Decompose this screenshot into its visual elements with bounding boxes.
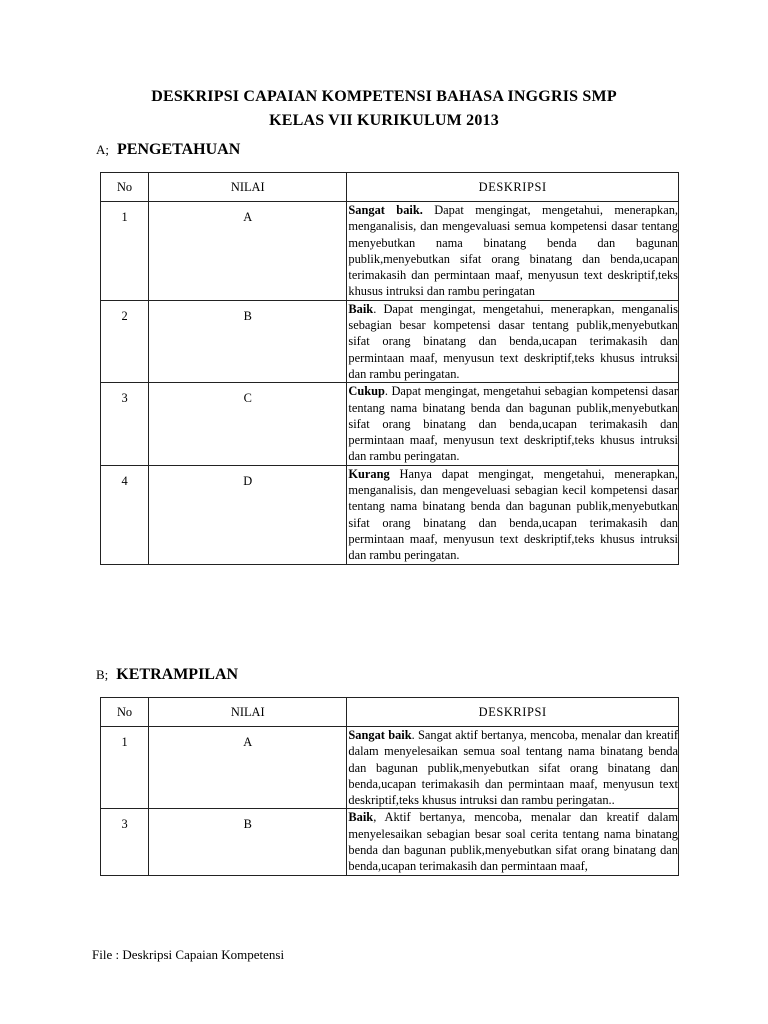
cell-no bbox=[101, 383, 149, 465]
table-row bbox=[101, 383, 679, 465]
cell-deskripsi bbox=[347, 383, 679, 465]
cell-deskripsi bbox=[347, 202, 679, 301]
grade-value: C bbox=[243, 391, 252, 406]
cell-no bbox=[101, 809, 149, 875]
cell-nilai bbox=[149, 809, 347, 875]
table-ketrampilan-viewport bbox=[98, 697, 682, 933]
table-row bbox=[101, 202, 679, 301]
section-letter: A; bbox=[96, 142, 109, 157]
description-body: Dapat mengingat, mengetahui, menerapkan, menganalisis, dan mengevaluasi semua kompetensi dasar tentang menyebutkan nama binatang benda dan bagunan publik,menyebutkan sifat orang binatang dan benda,ucapan terimakasih dan permintaan maaf, menyusun text deskriptif,teks khusus intruksi dan rambu peringatan bbox=[348, 203, 678, 299]
cell-nilai bbox=[149, 465, 347, 564]
header-no: No bbox=[101, 698, 149, 727]
row-number: 1 bbox=[121, 210, 128, 224]
grade-value: A bbox=[243, 735, 253, 749]
cell-no bbox=[101, 300, 149, 382]
row-number: 3 bbox=[121, 817, 128, 832]
table-pengetahuan bbox=[100, 172, 679, 565]
description-text bbox=[347, 383, 678, 464]
grade-value: B bbox=[243, 817, 252, 832]
cell-nilai bbox=[149, 727, 347, 809]
section-heading-pengetahuan bbox=[96, 141, 240, 159]
section-letter: B; bbox=[96, 667, 109, 682]
description-text bbox=[347, 301, 678, 382]
cell-deskripsi bbox=[347, 465, 679, 564]
cell-no bbox=[101, 202, 149, 301]
table-ketrampilan bbox=[100, 697, 679, 876]
header-nilai: NILAI bbox=[149, 173, 347, 202]
cell-nilai bbox=[149, 383, 347, 465]
description-lead: Baik bbox=[348, 810, 374, 825]
description-lead: Sangat baik. bbox=[348, 203, 423, 217]
row-number: 4 bbox=[121, 473, 128, 488]
description-body: . Dapat mengingat, mengetahui, menerapkan, menganalis sebagian besar kompetensi dasar tentang publik,menyebutkan sifat orang binatang dan benda,ucapan terimakasih dan permintaan maaf, menyusun text deskriptif,teks khusus intruksi dan rambu peringatan. bbox=[348, 301, 678, 381]
table-header-row bbox=[101, 698, 679, 727]
table-row bbox=[101, 300, 679, 382]
table-row bbox=[101, 809, 679, 875]
header-deskripsi: DESKRIPSI bbox=[347, 698, 679, 727]
document-title-line-2: KELAS VII KURIKULUM 2013 bbox=[269, 112, 499, 129]
description-body: . Dapat mengingat, mengetahui sebagian kompetensi dasar tentang nama binatang benda dan bagunan publik,menyebutkan sifat orang binatang dan benda,ucapan terimakasih dan permintaan maaf, menyusun text deskriptif,teks khusus intruksi dan rambu peringatan. bbox=[348, 384, 678, 464]
description-text bbox=[347, 809, 678, 874]
row-number: 1 bbox=[121, 735, 128, 749]
description-body: Hanya dapat mengingat, mengetahui, menerapkan, menganalisis, dan mengeveluasi sebagian kecil kompetensi dasar tentang nama binatang benda dan bagunan publik,menyebutkan sifat orang binatang dan benda,ucapan terimakasih dan permintaan maaf, menyusun text deskriptif,teks khusus intruksi dan rambu peringatan. bbox=[348, 466, 678, 563]
description-body: , Aktif bertanya, mencoba, menalar dan kreatif dalam menyelesaikan sebagian besar soal cerita tentang nama binatang benda dan bagunan publik,menyebutkan sifat orang binatang dan benda,ucapan terimakasih dan permintaan maaf, bbox=[348, 810, 678, 874]
section-heading-ketrampilan bbox=[96, 666, 238, 684]
description-text bbox=[347, 466, 678, 564]
footer-file-label: File : Deskripsi Capaian Kompetensi bbox=[92, 947, 285, 962]
cell-deskripsi bbox=[347, 727, 679, 809]
table-header-row bbox=[101, 173, 679, 202]
grade-value: D bbox=[243, 473, 253, 488]
cell-deskripsi bbox=[347, 300, 679, 382]
description-lead: Sangat baik bbox=[348, 728, 412, 742]
grade-value: B bbox=[243, 308, 252, 323]
cell-no bbox=[101, 465, 149, 564]
section-title: KETRAMPILAN bbox=[116, 666, 239, 683]
grade-value: A bbox=[243, 210, 253, 224]
description-body: . Sangat aktif bertanya, mencoba, menalar dan kreatif dalam menyelesaikan semua soal tentang nama binatang benda dan bagunan publik,menyebutkan sifat orang binatang dan benda,ucapan terimakasih dan permintaan maaf, menyusun text deskriptif,teks khusus intruksi dan rambu peringatan.. bbox=[348, 728, 679, 808]
description-text bbox=[347, 202, 678, 300]
description-lead: Cukup bbox=[348, 384, 385, 399]
table-row bbox=[101, 727, 679, 809]
cell-no bbox=[101, 727, 149, 809]
cell-deskripsi bbox=[347, 809, 679, 875]
header-nilai: NILAI bbox=[149, 698, 347, 727]
cell-nilai bbox=[149, 202, 347, 301]
row-number: 3 bbox=[121, 391, 128, 406]
document-title-line-1: DESKRIPSI CAPAIAN KOMPETENSI BAHASA INGGRIS SMP bbox=[151, 88, 617, 105]
header-deskripsi: DESKRIPSI bbox=[347, 173, 679, 202]
description-text bbox=[347, 727, 678, 808]
section-title: PENGETAHUAN bbox=[117, 141, 241, 158]
description-lead: Baik bbox=[348, 301, 374, 316]
header-no: No bbox=[101, 173, 149, 202]
description-lead: Kurang bbox=[348, 466, 390, 481]
table-row bbox=[101, 465, 679, 564]
row-number: 2 bbox=[121, 308, 128, 323]
cell-nilai bbox=[149, 300, 347, 382]
